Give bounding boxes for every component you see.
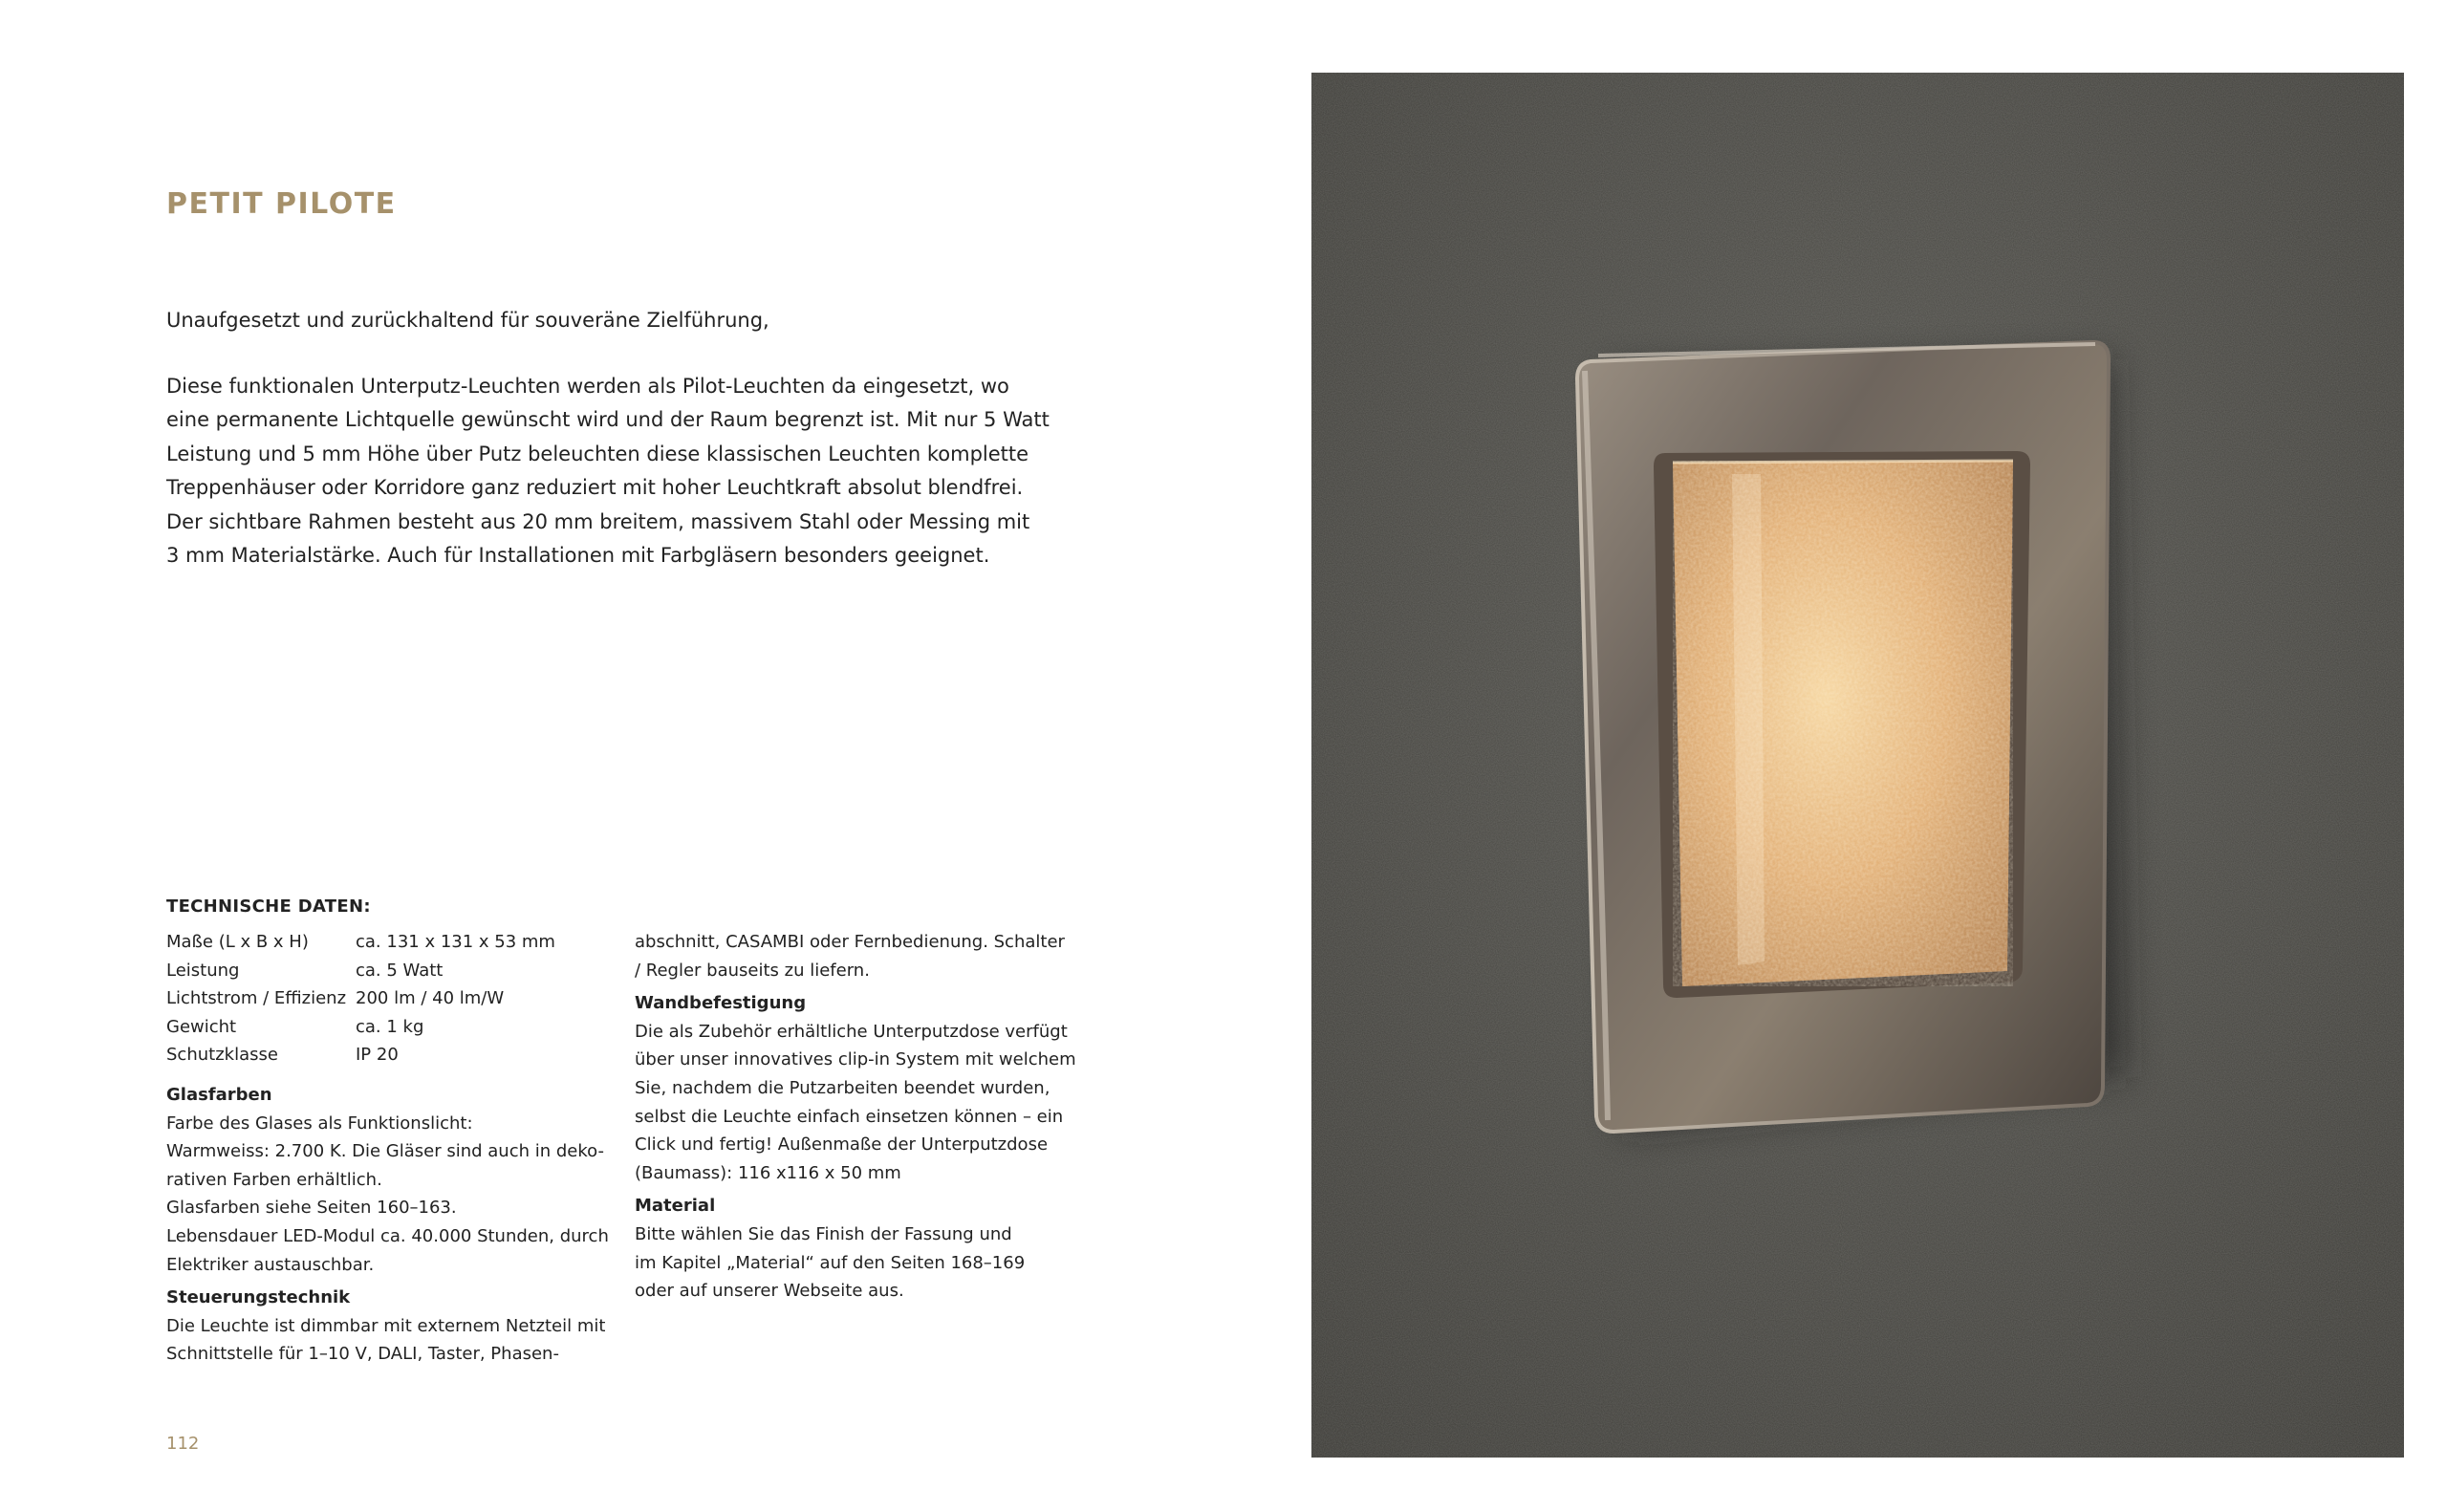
spec-value: ca. 131 x 131 x 53 mm [356, 932, 555, 952]
glasfarben-heading: Glasfarben [166, 1085, 272, 1105]
page-number: 112 [166, 1434, 200, 1454]
spec-table [166, 928, 555, 1069]
spec-row [166, 1041, 555, 1069]
spec-row [166, 1013, 555, 1042]
steuerungstechnik-continuation-line: / Regler bauseits zu liefern. [635, 960, 870, 981]
tech-column-right [635, 928, 1084, 1306]
spec-row [166, 928, 555, 957]
spec-row [166, 957, 555, 985]
intro-line: Leistung und 5 mm Höhe über Putz beleuchten diese klassischen Leuchten komplette [166, 442, 1029, 465]
wandbefestigung-line: Die als Zubehör erhältliche Unterputzdose verfügt [635, 1021, 1068, 1042]
intro-lead: Unaufgesetzt und zurückhaltend für souveräne Zielführung, [166, 309, 769, 332]
steuerungstechnik-line: Schnittstelle für 1–10 V, DALI, Taster, Phasen- [166, 1344, 559, 1365]
wandbefestigung-heading: Wandbefestigung [635, 993, 807, 1014]
product-photo [1311, 73, 2404, 1458]
steuerungstechnik-continuation-line: abschnitt, CASAMBI oder Fernbedienung. Schalter [635, 932, 1065, 952]
wandbefestigung-line: (Baumass): 116 x116 x 50 mm [635, 1162, 901, 1183]
spec-value: IP 20 [356, 1045, 399, 1066]
spec-label: Maße (L x B x H) [166, 932, 309, 952]
spec-label: Lichtstrom / Effizienz [166, 988, 347, 1009]
glasfarben-line: Warmweiss: 2.700 K. Die Gläser sind auch in deko- [166, 1141, 604, 1162]
intro-line: 3 mm Materialstärke. Auch für Installationen mit Farbgläsern besonders geeignet. [166, 544, 990, 568]
technical-data-heading: TECHNISCHE DATEN: [166, 896, 371, 917]
wandbefestigung-line: selbst die Leuchte einfach einsetzen können – ein [635, 1106, 1064, 1127]
spec-value: ca. 1 kg [356, 1016, 424, 1037]
spec-row [166, 984, 555, 1013]
spec-label: Gewicht [166, 1016, 237, 1037]
spec-label: Schutzklasse [166, 1045, 278, 1066]
intro-line: Treppenhäuser oder Korridore ganz reduziert mit hoher Leuchtkraft absolut blendfrei. [166, 476, 1024, 500]
recessed-light-illustration [1311, 73, 2404, 1458]
page-title: PETIT PILOTE [166, 187, 397, 221]
glasfarben-line: Lebensdauer LED-Modul ca. 40.000 Stunden, durch [166, 1225, 609, 1246]
glass-bubbles [1673, 461, 2013, 986]
spec-label: Leistung [166, 960, 240, 981]
steuerungstechnik-heading: Steuerungstechnik [166, 1287, 351, 1308]
intro-line: eine permanente Lichtquelle gewünscht wird und der Raum begrenzt ist. Mit nur 5 Watt [166, 408, 1050, 432]
steuerungstechnik-line: Die Leuchte ist dimmbar mit externem Netzteil mit [166, 1315, 606, 1336]
material-line: oder auf unserer Webseite aus. [635, 1281, 904, 1302]
intro-line: Diese funktionalen Unterputz-Leuchten werden als Pilot-Leuchten da eingesetzt, wo [166, 375, 1009, 398]
material-heading: Material [635, 1196, 716, 1217]
spec-value: 200 lm / 40 lm/W [356, 988, 505, 1009]
intro-line: Der sichtbare Rahmen besteht aus 20 mm breitem, massivem Stahl oder Messing mit [166, 509, 1030, 533]
material-line: im Kapitel „Material“ auf den Seiten 168–169 [635, 1252, 1026, 1273]
spec-value: ca. 5 Watt [356, 960, 444, 981]
glasfarben-line: Elektriker austauschbar. [166, 1254, 375, 1275]
material-line: Bitte wählen Sie das Finish der Fassung und [635, 1223, 1012, 1244]
glasfarben-line: rativen Farben erhältlich. [166, 1169, 382, 1190]
tech-column-left [166, 1076, 616, 1369]
glasfarben-line: Farbe des Glases als Funktionslicht: [166, 1112, 473, 1134]
wandbefestigung-line: über unser innovatives clip-in System mit welchem [635, 1049, 1076, 1070]
glass-top-edge [1673, 461, 2013, 463]
wandbefestigung-line: Sie, nachdem die Putzarbeiten beendet wurden, [635, 1077, 1050, 1098]
intro-paragraph [166, 370, 1074, 572]
glasfarben-line: Glasfarben siehe Seiten 160–163. [166, 1198, 457, 1219]
wandbefestigung-line: Click und fertig! Außenmaße der Unterputzdose [635, 1134, 1049, 1156]
